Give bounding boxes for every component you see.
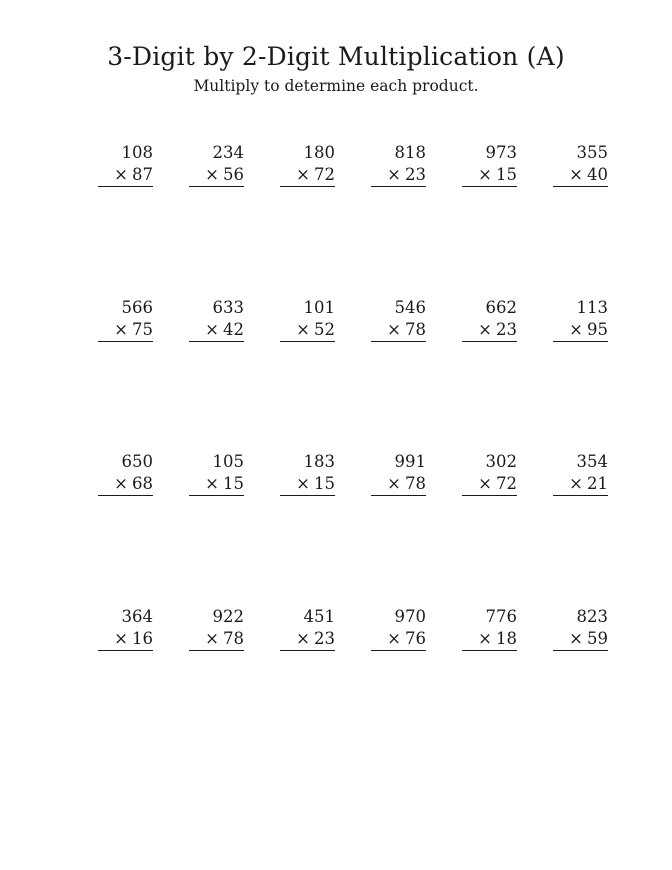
multiplication-problem — [98, 297, 153, 347]
multiplier: 72 — [496, 474, 517, 493]
multiplier: 78 — [405, 474, 426, 493]
multiplicand: 922 — [212, 606, 244, 626]
multiply-sign: × — [205, 319, 219, 339]
multiply-sign: × — [205, 474, 219, 493]
multiplicand: 662 — [485, 297, 517, 317]
problem-grid — [98, 142, 608, 760]
multiply-sign: × — [569, 165, 583, 184]
multiplier: 56 — [223, 165, 244, 184]
multiplicand: 302 — [485, 452, 517, 471]
multiplier-row — [371, 164, 426, 187]
multiplication-problem — [462, 297, 517, 347]
multiply-sign: × — [205, 165, 219, 184]
worksheet-title: 3-Digit by 2-Digit Multiplication (A) — [107, 42, 565, 71]
multiplicand: 108 — [121, 143, 153, 162]
multiplier-row — [553, 319, 608, 342]
multiplier-row — [280, 319, 335, 342]
multiplication-problem — [189, 606, 244, 656]
multiplicand: 355 — [576, 143, 608, 162]
multiplier: 95 — [587, 319, 608, 339]
multiplier-row — [462, 164, 517, 187]
multiply-sign: × — [296, 628, 310, 648]
multiplicand: 566 — [121, 297, 153, 317]
multiplier: 87 — [132, 165, 153, 184]
multiplier-row — [189, 473, 244, 496]
multiplier-row — [280, 473, 335, 496]
multiplication-problem — [189, 297, 244, 347]
multiplication-problem — [462, 142, 517, 192]
multiplier: 23 — [314, 628, 335, 648]
multiplier: 18 — [496, 628, 517, 648]
multiplication-problem — [280, 606, 335, 656]
multiply-sign: × — [569, 319, 583, 339]
multiplication-problem — [189, 142, 244, 192]
multiplier: 76 — [405, 628, 426, 648]
multiply-sign: × — [114, 474, 128, 493]
multiply-sign: × — [478, 628, 492, 648]
multiply-sign: × — [114, 165, 128, 184]
multiplier-row — [189, 319, 244, 342]
multiplicand: 776 — [485, 606, 517, 626]
multiplier: 72 — [314, 165, 335, 184]
multiplication-problem — [462, 451, 517, 501]
multiplier: 59 — [587, 628, 608, 648]
multiplier: 78 — [405, 319, 426, 339]
multiplicand: 101 — [303, 297, 335, 317]
multiplier-row — [280, 628, 335, 651]
multiplier-row — [98, 319, 153, 342]
multiply-sign: × — [478, 474, 492, 493]
multiplicand: 105 — [212, 452, 244, 471]
multiplier-row — [280, 164, 335, 187]
multiply-sign: × — [296, 474, 310, 493]
multiplicand: 823 — [576, 606, 608, 626]
multiplier-row — [462, 319, 517, 342]
multiplier-row — [462, 473, 517, 496]
multiply-sign: × — [114, 319, 128, 339]
multiplicand: 364 — [121, 606, 153, 626]
multiply-sign: × — [387, 474, 401, 493]
multiplier-row — [189, 628, 244, 651]
multiplicand: 650 — [121, 452, 153, 471]
multiplicand: 183 — [303, 452, 335, 471]
multiplier: 42 — [223, 319, 244, 339]
multiplication-problem — [371, 451, 426, 501]
multiplication-problem — [553, 606, 608, 656]
multiplicand: 451 — [303, 606, 335, 626]
multiplier: 16 — [132, 628, 153, 648]
multiplication-problem — [371, 297, 426, 347]
multiply-sign: × — [114, 628, 128, 648]
multiplier: 40 — [587, 165, 608, 184]
multiplication-problem — [462, 606, 517, 656]
multiplier-row — [371, 473, 426, 496]
multiply-sign: × — [387, 319, 401, 339]
multiplication-problem — [553, 142, 608, 192]
multiplier: 23 — [405, 165, 426, 184]
multiply-sign: × — [569, 474, 583, 493]
multiplication-problem — [280, 451, 335, 501]
multiplier: 15 — [223, 474, 244, 493]
multiplier-row — [189, 164, 244, 187]
multiplier-row — [553, 164, 608, 187]
multiplier: 78 — [223, 628, 244, 648]
multiplier-row — [462, 628, 517, 651]
multiply-sign: × — [296, 165, 310, 184]
multiplication-problem — [98, 451, 153, 501]
multiplier: 52 — [314, 319, 335, 339]
multiplicand: 546 — [394, 297, 426, 317]
multiply-sign: × — [205, 628, 219, 648]
multiplication-problem — [98, 606, 153, 656]
multiplication-problem — [371, 142, 426, 192]
multiplication-problem — [280, 297, 335, 347]
multiplier-row — [371, 628, 426, 651]
multiplicand: 818 — [394, 143, 426, 162]
multiply-sign: × — [478, 319, 492, 339]
worksheet-instructions: Multiply to determine each product. — [193, 77, 479, 95]
multiply-sign: × — [296, 319, 310, 339]
multiplier: 75 — [132, 319, 153, 339]
multiplier-row — [553, 473, 608, 496]
multiplicand: 973 — [485, 143, 517, 162]
multiply-sign: × — [569, 628, 583, 648]
multiply-sign: × — [387, 628, 401, 648]
multiplication-problem — [553, 297, 608, 347]
multiplicand: 970 — [394, 606, 426, 626]
multiplicand: 633 — [212, 297, 244, 317]
multiplicand: 180 — [303, 143, 335, 162]
multiply-sign: × — [478, 165, 492, 184]
multiplier-row — [98, 628, 153, 651]
multiplication-problem — [371, 606, 426, 656]
multiply-sign: × — [387, 165, 401, 184]
multiplier: 15 — [314, 474, 335, 493]
multiplication-problem — [189, 451, 244, 501]
multiplicand: 113 — [576, 297, 608, 317]
multiplier: 23 — [496, 319, 517, 339]
multiplicand: 234 — [212, 143, 244, 162]
multiplication-problem — [280, 142, 335, 192]
multiplier: 15 — [496, 165, 517, 184]
multiplication-problem — [553, 451, 608, 501]
multiplier-row — [371, 319, 426, 342]
multiplier: 21 — [587, 474, 608, 493]
multiplier-row — [98, 164, 153, 187]
multiplication-problem — [98, 142, 153, 192]
multiplicand: 991 — [394, 452, 426, 471]
multiplier-row — [553, 628, 608, 651]
multiplier-row — [98, 473, 153, 496]
multiplicand: 354 — [576, 452, 608, 471]
multiplier: 68 — [132, 474, 153, 493]
